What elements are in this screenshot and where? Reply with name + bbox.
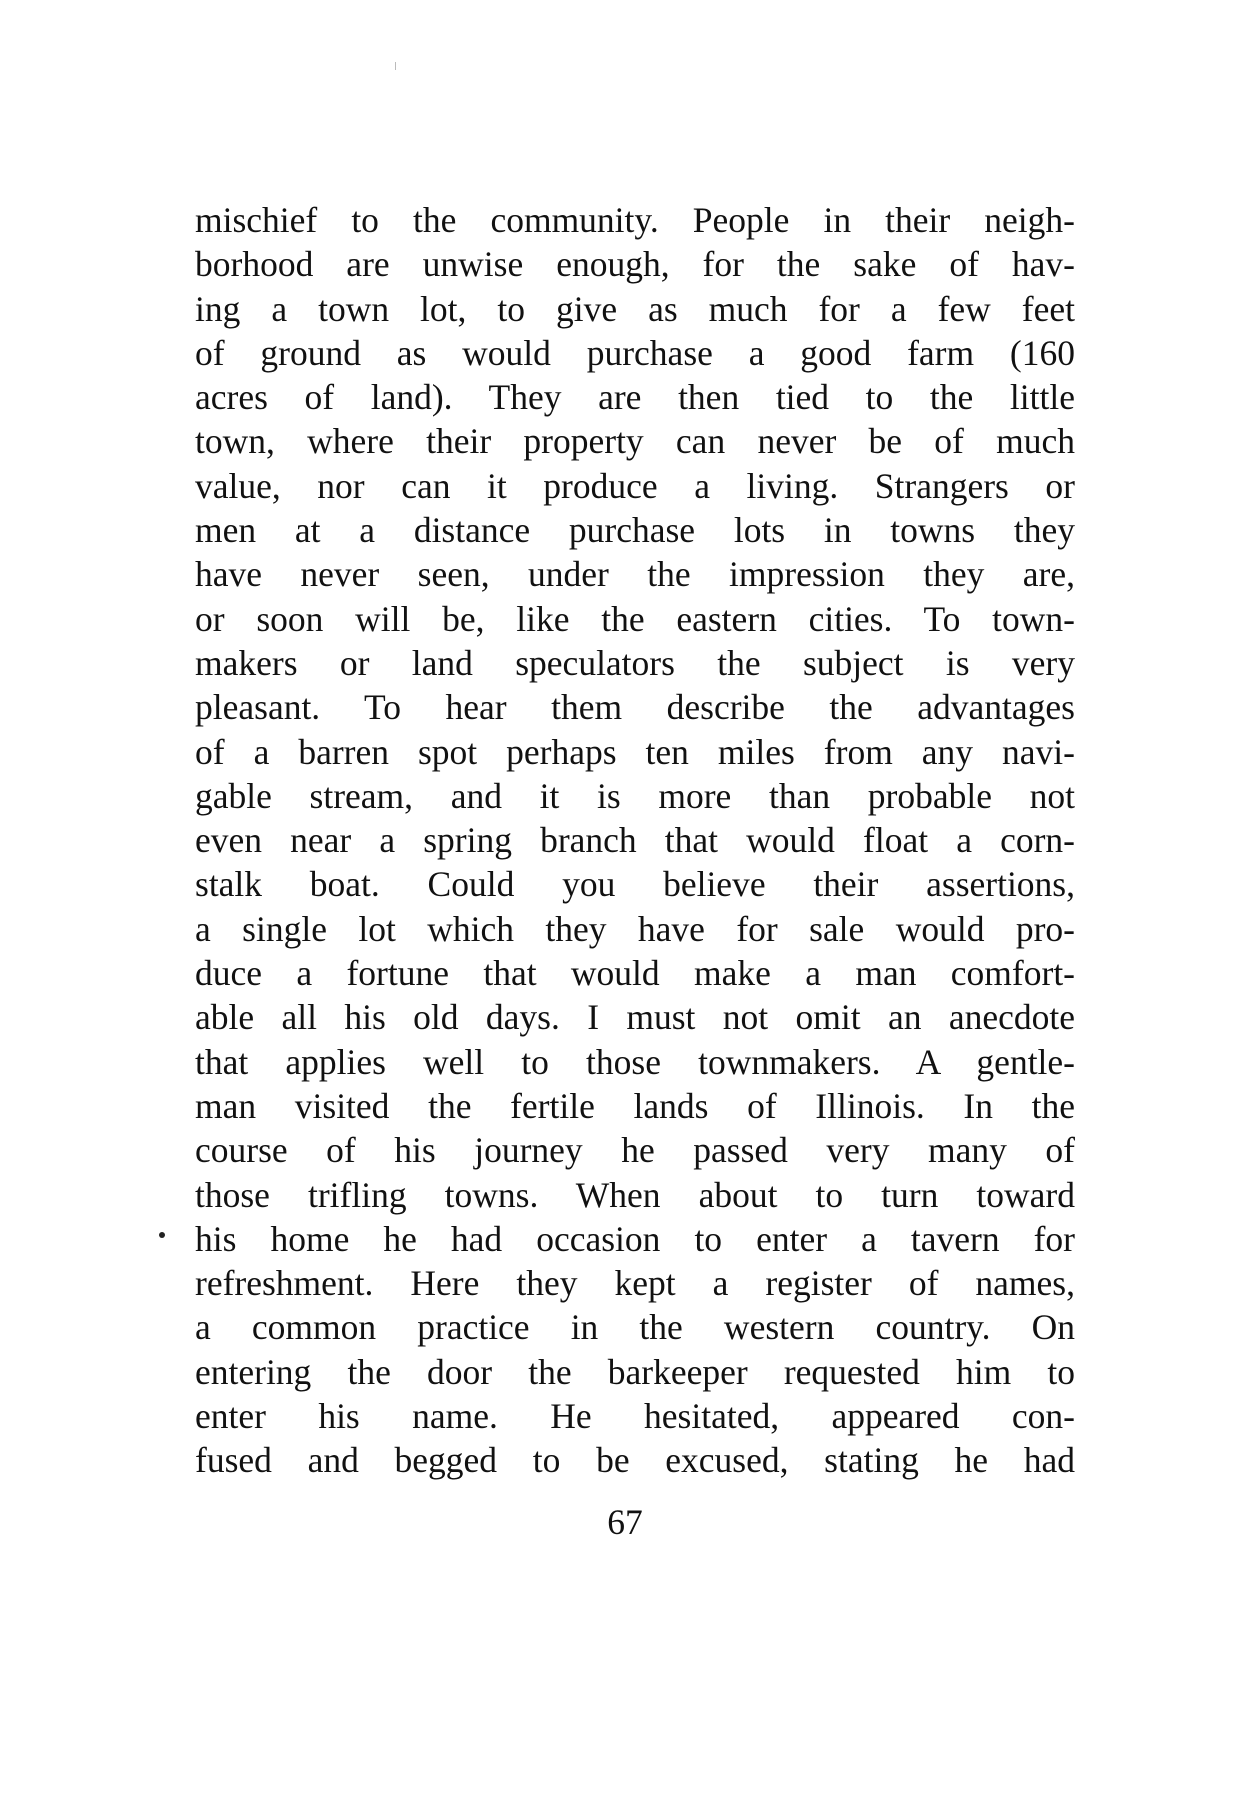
text-line: value, nor can it produce a living. Strangers or: [195, 465, 1075, 506]
text-line: a common practice in the western country. On: [195, 1307, 1075, 1348]
text-line: or soon will be, like the eastern cities. To town-: [195, 598, 1075, 639]
text-line: refreshment. Here they kept a register of names,: [195, 1263, 1075, 1304]
text-line: those trifling towns. When about to turn toward: [195, 1174, 1075, 1215]
text-line: even near a spring branch that would float a corn-: [195, 820, 1075, 861]
text-line: a single lot which they have for sale would pro-: [195, 908, 1075, 949]
text-line: man visited the fertile lands of Illinois. In the: [195, 1085, 1075, 1126]
page-number: 67: [607, 1502, 643, 1542]
text-line: acres of land). They are then tied to the little: [195, 377, 1075, 418]
text-line: of ground as would purchase a good farm (160: [195, 332, 1075, 373]
text-line: of a barren spot perhaps ten miles from any navi-: [195, 731, 1075, 772]
text-line: that applies well to those townmakers. A gentle-: [195, 1041, 1075, 1082]
text-line: course of his journey he passed very many of: [195, 1130, 1075, 1171]
text-line: gable stream, and it is more than probable not: [195, 775, 1075, 816]
paper-speck: [395, 62, 396, 70]
text-line: makers or land speculators the subject is very: [195, 642, 1075, 683]
text-line: stalk boat. Could you believe their assertions,: [195, 864, 1075, 905]
text-line: his home he had occasion to enter a tavern for: [195, 1218, 1075, 1259]
text-line: able all his old days. I must not omit an anecdote: [195, 997, 1075, 1038]
text-line: borhood are unwise enough, for the sake of hav-: [195, 244, 1075, 285]
text-line: enter his name. He hesitated, appeared con-: [195, 1396, 1075, 1437]
margin-mark: [159, 1232, 165, 1238]
text-line: ing a town lot, to give as much for a few feet: [195, 288, 1075, 329]
text-line: duce a fortune that would make a man comfort-: [195, 953, 1075, 994]
text-line: men at a distance purchase lots in towns they: [195, 510, 1075, 551]
text-line: mischief to the community. People in their neigh-: [195, 200, 1075, 240]
text-line: pleasant. To hear them describe the advantages: [195, 687, 1075, 728]
text-line: have never seen, under the impression they are,: [195, 554, 1075, 595]
body-text: [195, 198, 1075, 1483]
text-line: entering the door the barkeeper requested him to: [195, 1351, 1075, 1392]
text-line: fused and begged to be excused, stating he had: [195, 1440, 1075, 1481]
text-line: town, where their property can never be of much: [195, 421, 1075, 462]
